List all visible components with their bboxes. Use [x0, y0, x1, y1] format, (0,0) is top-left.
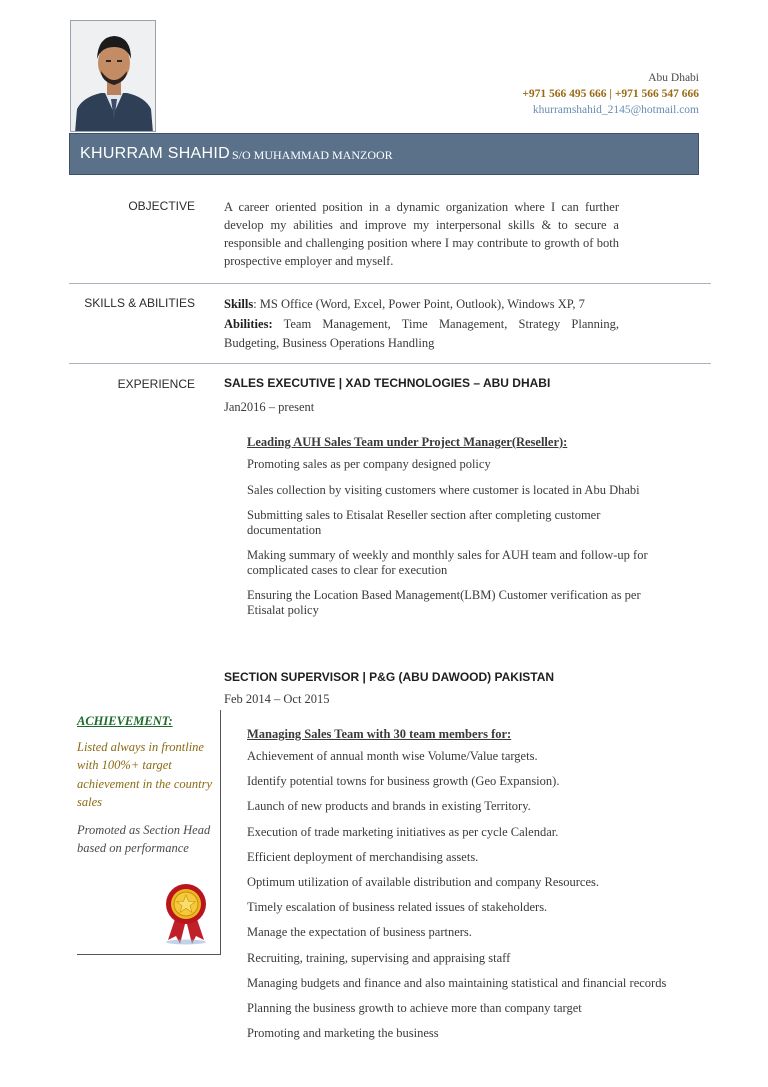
list-item: Identify potential towns for business growth (Geo Expansion).: [247, 774, 560, 789]
list-item: Optimum utilization of available distribution and company Resources.: [247, 874, 600, 889]
abilities-line: [224, 315, 619, 354]
list-item: Efficient deployment of merchandising assets.: [247, 849, 479, 864]
list-item: Ensuring the Location Based Management(LBM) Customer verification as per Etisalat policy: [247, 588, 641, 617]
objective-text: A career oriented position in a dynamic organization where I can further develop my abilities and improve my interpersonal skills & to secure a responsible and challenging position where I may contribute to growth of both prospective employer and myself.: [224, 200, 619, 268]
duties-heading: Leading AUH Sales Team under Project Manager(Reseller):: [247, 435, 568, 449]
duties-heading: Managing Sales Team with 30 team members for:: [247, 727, 512, 741]
skills-value: : MS Office (Word, Excel, Power Point, Outlook), Windows XP, 7: [253, 297, 585, 311]
job-title: SECTION SUPERVISOR | P&G (ABU DAWOOD) PAKISTAN: [224, 670, 555, 684]
job-duties-list: [247, 435, 697, 628]
job-duties-list: [247, 727, 717, 1051]
person-portrait-icon: [71, 21, 156, 132]
name-banner: [69, 133, 699, 175]
skills-line: [224, 295, 619, 315]
contact-phones: +971 566 495 666 | +971 566 547 666: [522, 88, 699, 100]
skills-text: [224, 295, 619, 354]
section-divider: [69, 363, 711, 364]
candidate-name: KHURRAM SHAHID: [80, 145, 230, 162]
section-divider: [69, 283, 711, 284]
candidate-relation: S/O MUHAMMAD MANZOOR: [232, 148, 393, 162]
list-item: Submitting sales to Etisalat Reseller section after completing customer documentation: [247, 508, 601, 537]
list-item: Making summary of weekly and monthly sales for AUH team and follow-up for complicated cases to clear for execution: [247, 548, 648, 577]
list-item: Achievement of annual month wise Volume/Value targets.: [247, 749, 538, 763]
list-item: Execution of trade marketing initiatives as per cycle Calendar.: [247, 824, 559, 839]
list-item: Sales collection by visiting customers where customer is located in Abu Dhabi: [247, 482, 640, 497]
job-title: SALES EXECUTIVE | XAD TECHNOLOGIES – ABU DHABI: [224, 376, 551, 390]
achievement-title: ACHIEVEMENT:: [77, 714, 173, 728]
skills-key: Skills: [224, 297, 254, 311]
skills-label: SKILLS & ABILITIES: [84, 296, 195, 310]
contact-email[interactable]: khurramshahid_2145@hotmail.com: [532, 104, 699, 116]
achievement-text: Promoted as Section Head based on performance: [77, 822, 211, 855]
job-dates: Feb 2014 – Oct 2015: [224, 692, 330, 706]
abilities-value: Team Management, Time Management, Strategy Planning, Budgeting, Business Operations Handling: [224, 316, 619, 350]
list-item: Promoting sales as per company designed policy: [247, 457, 491, 471]
contact-city: Abu Dhabi: [648, 72, 699, 84]
list-item: Recruiting, training, supervising and appraising staff: [247, 950, 511, 965]
job-dates: Jan2016 – present: [224, 400, 315, 414]
list-item: Manage the expectation of business partners.: [247, 925, 472, 940]
award-rosette-icon: [158, 880, 214, 946]
objective-label: OBJECTIVE: [128, 199, 195, 213]
list-item: Launch of new products and brands in existing Territory.: [247, 799, 531, 814]
profile-photo: [70, 20, 156, 132]
abilities-key: Abilities:: [224, 316, 273, 331]
list-item: Planning the business growth to achieve more than company target: [247, 1000, 582, 1015]
experience-label: EXPERIENCE: [117, 377, 195, 391]
contact-block: [522, 70, 699, 118]
list-item: Promoting and marketing the business: [247, 1026, 439, 1041]
list-item: Timely escalation of business related issues of stakeholders.: [247, 900, 548, 915]
achievement-text: Listed always in frontline with 100%+ target achievement in the country sales: [77, 739, 213, 809]
list-item: Managing budgets and finance and also maintaining statistical and financial records: [247, 975, 667, 990]
